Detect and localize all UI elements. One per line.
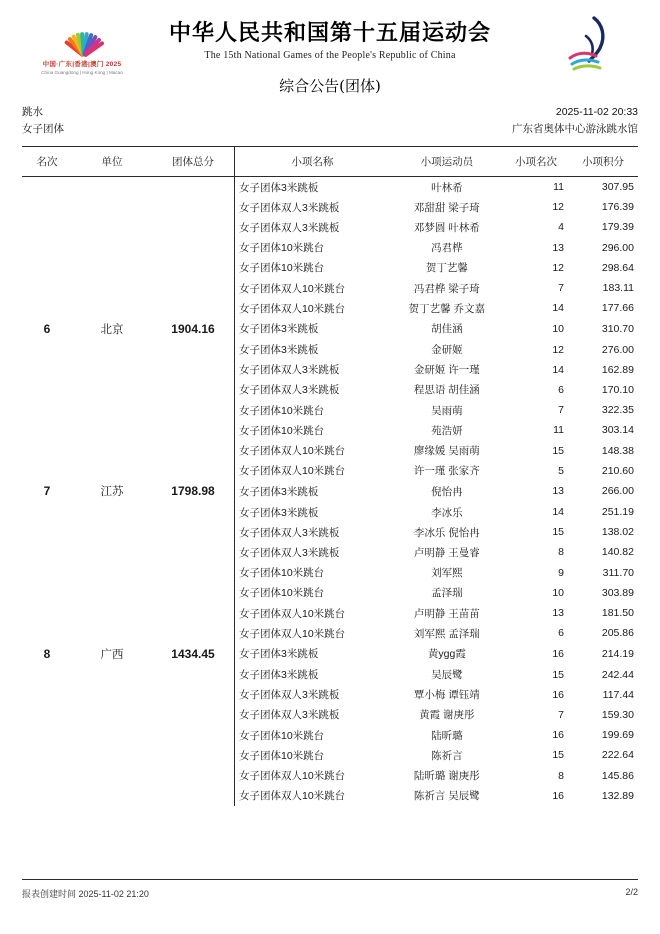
- cell-event: 女子团体10米跳台: [239, 424, 325, 437]
- cell-athletes: 胡佳涵: [431, 323, 463, 336]
- emblem-burst-icon: [43, 10, 121, 58]
- cell-points: 132.89: [601, 789, 634, 802]
- cell-rank: [22, 765, 72, 785]
- cell-points: 138.02: [601, 526, 634, 539]
- cell-place: 12: [552, 201, 564, 214]
- cell-points: 242.44: [601, 668, 634, 681]
- document-header: [22, 0, 638, 95]
- cell-place: 14: [552, 363, 564, 376]
- cell-rank: [22, 197, 72, 217]
- cell-athletes: 金研姬 许一瑾: [413, 364, 480, 377]
- table-row: [22, 725, 638, 745]
- cell-athletes: 倪怡冉: [431, 485, 463, 498]
- cell-place: 8: [558, 546, 564, 559]
- cell-place: 7: [558, 708, 564, 721]
- cell-team: [72, 340, 152, 360]
- cell-points: 214.19: [601, 647, 634, 660]
- cell-rank: [22, 278, 72, 298]
- cell-team: [72, 360, 152, 380]
- table-row: [22, 786, 638, 806]
- cell-event: 女子团体双人3米跳板: [239, 221, 340, 234]
- cell-event: 女子团体双人3米跳板: [239, 384, 340, 397]
- emblem-text-cn: 中国·广东|香港|澳门 2025: [42, 61, 122, 68]
- table-row: [22, 705, 638, 725]
- table-row: [22, 685, 638, 705]
- table-row: [22, 502, 638, 522]
- cell-points: 159.30: [601, 708, 634, 721]
- cell-rank: [22, 217, 72, 237]
- cell-athletes: 邓梦圆 叶林希: [413, 221, 480, 234]
- cell-event: 女子团体3米跳板: [239, 648, 319, 661]
- cell-rank: 8: [43, 646, 51, 661]
- cell-total: [152, 765, 235, 785]
- cell-total: [152, 705, 235, 725]
- cell-event: 女子团体双人3米跳板: [239, 546, 340, 559]
- cell-total: [152, 603, 235, 623]
- cell-team: [72, 745, 152, 765]
- cell-place: 15: [552, 668, 564, 681]
- cell-place: 15: [552, 444, 564, 457]
- cell-event: 女子团体双人10米跳台: [239, 282, 346, 295]
- cell-total: [152, 278, 235, 298]
- page-title-en: The 15th National Games of the People's Republic of China: [204, 50, 456, 61]
- cell-team: [72, 177, 152, 198]
- cell-place: 14: [552, 302, 564, 315]
- cell-athletes: 金研姬: [431, 344, 463, 357]
- cell-place: 12: [552, 261, 564, 274]
- results-table: [22, 146, 638, 806]
- cell-athletes: 苑浩妍: [431, 424, 463, 437]
- cell-place: 5: [558, 464, 564, 477]
- cell-athletes: 卢明静 王苗苗: [413, 607, 480, 620]
- cell-points: 140.82: [601, 546, 634, 559]
- cell-points: 176.39: [601, 201, 634, 214]
- cell-event: 女子团体3米跳板: [239, 344, 319, 357]
- document-meta: [22, 104, 638, 138]
- footer-page-number: 2/2: [625, 887, 638, 897]
- mascot-icon: [556, 14, 628, 72]
- table-row: [22, 278, 638, 298]
- cell-team: [72, 380, 152, 400]
- cell-rank: [22, 542, 72, 562]
- cell-points: 148.38: [601, 444, 634, 457]
- cell-place: 14: [552, 506, 564, 519]
- table-row: [22, 238, 638, 258]
- cell-points: 311.70: [602, 566, 634, 579]
- cell-total: [152, 197, 235, 217]
- table-row: [22, 665, 638, 685]
- cell-total: 1434.45: [152, 643, 235, 664]
- cell-points: 251.19: [601, 506, 634, 519]
- cell-rank: [22, 725, 72, 745]
- games-emblem-logo: [30, 10, 134, 84]
- cell-athletes: 黄ygg霞: [427, 648, 466, 661]
- col-athletes: 小项运动员: [390, 147, 504, 177]
- cell-total: 1798.98: [152, 481, 235, 502]
- games-mascot-logo: [556, 14, 628, 72]
- table-row: [22, 177, 638, 198]
- cell-place: 10: [552, 586, 564, 599]
- table-row: [22, 745, 638, 765]
- cell-event: 女子团体3米跳板: [239, 669, 319, 682]
- cell-team: 江苏: [100, 486, 124, 499]
- meta-datetime: 2025-11-02 20:33: [555, 106, 638, 118]
- cell-athletes: 陈祈言 吴辰鹭: [413, 790, 480, 803]
- cell-total: 1904.16: [152, 318, 235, 339]
- cell-total: [152, 685, 235, 705]
- cell-event: 女子团体10米跳台: [239, 729, 325, 742]
- cell-total: [152, 420, 235, 440]
- cell-points: 303.89: [601, 586, 634, 599]
- table-row: [22, 603, 638, 623]
- cell-place: 7: [558, 404, 564, 417]
- cell-total: [152, 665, 235, 685]
- cell-place: 7: [558, 282, 564, 295]
- cell-event: 女子团体10米跳台: [239, 567, 325, 580]
- cell-event: 女子团体双人10米跳台: [239, 790, 346, 803]
- cell-team: [72, 623, 152, 643]
- meta-row-event: [22, 121, 638, 138]
- cell-points: 162.89: [601, 363, 634, 376]
- cell-event: 女子团体双人3米跳板: [239, 364, 340, 377]
- cell-total: [152, 298, 235, 318]
- cell-rank: [22, 786, 72, 806]
- table-row: [22, 522, 638, 542]
- cell-place: 16: [552, 688, 564, 701]
- cell-rank: 6: [43, 321, 51, 336]
- cell-rank: [22, 400, 72, 420]
- cell-team: 北京: [100, 323, 124, 336]
- cell-team: [72, 298, 152, 318]
- table-header-row: [22, 147, 638, 177]
- cell-athletes: 许一瑾 张家齐: [413, 465, 480, 478]
- table-row: [22, 583, 638, 603]
- cell-team: [72, 603, 152, 623]
- cell-total: [152, 380, 235, 400]
- cell-rank: [22, 745, 72, 765]
- cell-event: 女子团体双人3米跳板: [239, 689, 340, 702]
- cell-athletes: 黄霞 谢庚彤: [419, 709, 475, 722]
- cell-total: [152, 502, 235, 522]
- cell-event: 女子团体3米跳板: [239, 323, 319, 336]
- cell-event: 女子团体双人10米跳台: [239, 445, 346, 458]
- table-row: [22, 542, 638, 562]
- cell-event: 女子团体10米跳台: [239, 404, 325, 417]
- cell-athletes: 陈祈言: [431, 749, 463, 762]
- cell-place: 15: [552, 749, 564, 762]
- cell-team: [72, 278, 152, 298]
- table-row: [22, 298, 638, 318]
- cell-event: 女子团体双人3米跳板: [239, 201, 340, 214]
- cell-rank: [22, 603, 72, 623]
- cell-rank: [22, 340, 72, 360]
- cell-rank: [22, 583, 72, 603]
- cell-place: 16: [552, 789, 564, 802]
- table-row: [22, 217, 638, 237]
- cell-points: 322.35: [601, 404, 634, 417]
- cell-total: [152, 725, 235, 745]
- cell-team: [72, 786, 152, 806]
- cell-event: 女子团体双人10米跳台: [239, 607, 346, 620]
- cell-athletes: 叶林希: [431, 181, 463, 194]
- cell-team: [72, 542, 152, 562]
- cell-athletes: 廖缘媛 吴雨萌: [413, 445, 480, 458]
- cell-event: 女子团体10米跳台: [239, 587, 325, 600]
- cell-event: 女子团体双人10米跳台: [239, 627, 346, 640]
- cell-points: 183.11: [602, 282, 634, 295]
- table-row: [22, 563, 638, 583]
- table-row: [22, 623, 638, 643]
- cell-team: [72, 502, 152, 522]
- cell-points: 205.86: [601, 627, 634, 640]
- cell-points: 177.66: [601, 302, 634, 315]
- cell-team: [72, 725, 152, 745]
- cell-rank: [22, 258, 72, 278]
- table-row: [22, 481, 638, 502]
- cell-rank: [22, 623, 72, 643]
- page-subtitle: 综合公告(团体): [279, 77, 381, 95]
- cell-event: 女子团体10米跳台: [239, 749, 325, 762]
- cell-total: [152, 745, 235, 765]
- table-row: [22, 258, 638, 278]
- cell-rank: 7: [43, 484, 51, 499]
- cell-team: [72, 563, 152, 583]
- col-total: 团体总分: [152, 147, 235, 177]
- cell-rank: [22, 380, 72, 400]
- cell-place: 16: [552, 729, 564, 742]
- cell-total: [152, 258, 235, 278]
- table-row: [22, 318, 638, 339]
- cell-event: 女子团体10米跳台: [239, 242, 325, 255]
- table-header: [22, 147, 638, 177]
- cell-event: 女子团体双人10米跳台: [239, 770, 346, 783]
- cell-team: [72, 685, 152, 705]
- cell-team: [72, 522, 152, 542]
- emblem-text-en: China Guangdong | Hong Kong | Macao: [41, 70, 123, 75]
- table-body: [22, 177, 638, 806]
- cell-team: [72, 440, 152, 460]
- page-title-cn: 中华人民共和国第十五届运动会: [168, 20, 491, 46]
- cell-athletes: 刘军熙: [431, 567, 463, 580]
- meta-event: 女子团体: [22, 123, 64, 135]
- document-footer: [22, 879, 638, 900]
- table-row: [22, 197, 638, 217]
- cell-athletes: 吴辰鹭: [431, 669, 463, 682]
- cell-total: [152, 177, 235, 198]
- table-row: [22, 461, 638, 481]
- table-row: [22, 440, 638, 460]
- col-rank: 名次: [22, 147, 72, 177]
- cell-athletes: 冯君桦 梁子琦: [413, 282, 480, 295]
- cell-place: 13: [552, 241, 564, 254]
- meta-sport: 跳水: [22, 106, 43, 118]
- col-place: 小项名次: [504, 147, 568, 177]
- cell-points: 199.69: [601, 729, 634, 742]
- cell-points: 145.86: [601, 769, 634, 782]
- table-row: [22, 340, 638, 360]
- cell-place: 16: [552, 647, 564, 660]
- cell-place: 9: [558, 566, 564, 579]
- cell-rank: [22, 440, 72, 460]
- cell-place: 4: [558, 221, 564, 234]
- cell-place: 15: [552, 526, 564, 539]
- cell-rank: [22, 238, 72, 258]
- cell-place: 13: [552, 485, 564, 498]
- cell-rank: [22, 461, 72, 481]
- cell-points: 310.70: [601, 322, 634, 335]
- table-row: [22, 360, 638, 380]
- cell-total: [152, 440, 235, 460]
- cell-team: [72, 665, 152, 685]
- cell-rank: [22, 298, 72, 318]
- cell-points: 276.00: [601, 343, 634, 356]
- cell-total: [152, 583, 235, 603]
- cell-points: 179.39: [601, 221, 634, 234]
- cell-athletes: 吴雨萌: [431, 404, 463, 417]
- table-row: [22, 643, 638, 664]
- cell-total: [152, 522, 235, 542]
- cell-rank: [22, 360, 72, 380]
- table-row: [22, 420, 638, 440]
- cell-rank: [22, 420, 72, 440]
- cell-points: 170.10: [601, 383, 634, 396]
- cell-rank: [22, 563, 72, 583]
- cell-place: 6: [558, 627, 564, 640]
- cell-athletes: 程思语 胡佳涵: [413, 384, 480, 397]
- cell-points: 117.44: [602, 688, 634, 701]
- table-row: [22, 400, 638, 420]
- cell-rank: [22, 177, 72, 198]
- cell-athletes: 邓甜甜 梁子琦: [413, 201, 480, 214]
- cell-points: 266.00: [601, 485, 634, 498]
- cell-event: 女子团体双人10米跳台: [239, 302, 346, 315]
- cell-points: 210.60: [601, 464, 634, 477]
- cell-team: [72, 705, 152, 725]
- cell-rank: [22, 522, 72, 542]
- cell-athletes: 陆昕璐: [431, 729, 463, 742]
- cell-total: [152, 340, 235, 360]
- cell-athletes: 陆昕璐 谢庚彤: [413, 770, 480, 783]
- cell-place: 10: [552, 322, 564, 335]
- cell-event: 女子团体双人3米跳板: [239, 526, 340, 539]
- cell-athletes: 李冰乐 倪怡冉: [413, 526, 480, 539]
- cell-team: 广西: [100, 648, 124, 661]
- cell-event: 女子团体双人10米跳台: [239, 465, 346, 478]
- cell-athletes: 刘军熙 孟泽瑞: [413, 627, 480, 640]
- cell-place: 11: [553, 424, 564, 437]
- cell-points: 296.00: [601, 241, 634, 254]
- cell-points: 181.50: [601, 607, 634, 620]
- cell-athletes: 覃小梅 谭钰靖: [413, 689, 480, 702]
- cell-total: [152, 542, 235, 562]
- col-points: 小项积分: [568, 147, 638, 177]
- cell-event: 女子团体3米跳板: [239, 506, 319, 519]
- meta-venue: 广东省奥体中心游泳跳水馆: [512, 123, 638, 135]
- cell-rank: [22, 685, 72, 705]
- meta-row-sport: [22, 104, 638, 121]
- cell-total: [152, 238, 235, 258]
- cell-event: 女子团体双人3米跳板: [239, 709, 340, 722]
- cell-rank: [22, 665, 72, 685]
- cell-place: 11: [553, 181, 564, 194]
- cell-athletes: 李冰乐: [431, 506, 463, 519]
- cell-total: [152, 563, 235, 583]
- cell-athletes: 贺丁艺馨: [425, 262, 468, 275]
- cell-place: 12: [552, 343, 564, 356]
- cell-athletes: 孟泽瑞: [431, 587, 463, 600]
- cell-event: 女子团体3米跳板: [239, 485, 319, 498]
- cell-event: 女子团体10米跳台: [239, 262, 325, 275]
- cell-place: 6: [558, 383, 564, 396]
- cell-points: 303.14: [601, 424, 634, 437]
- cell-event: 女子团体3米跳板: [239, 181, 319, 194]
- cell-team: [72, 765, 152, 785]
- cell-athletes: 冯君桦: [431, 242, 463, 255]
- table-row: [22, 380, 638, 400]
- cell-points: 222.64: [601, 749, 634, 762]
- cell-team: [72, 217, 152, 237]
- cell-points: 298.64: [601, 261, 634, 274]
- cell-total: [152, 461, 235, 481]
- cell-team: [72, 400, 152, 420]
- cell-team: [72, 238, 152, 258]
- table-row: [22, 765, 638, 785]
- cell-total: [152, 786, 235, 806]
- cell-team: [72, 420, 152, 440]
- cell-team: [72, 461, 152, 481]
- cell-rank: [22, 705, 72, 725]
- cell-athletes: 贺丁艺馨 乔文嘉: [408, 302, 486, 315]
- cell-team: [72, 197, 152, 217]
- col-event: 小项名称: [235, 147, 390, 177]
- cell-place: 13: [552, 607, 564, 620]
- cell-total: [152, 217, 235, 237]
- cell-athletes: 卢明静 王曼睿: [413, 546, 480, 559]
- cell-total: [152, 360, 235, 380]
- cell-team: [72, 258, 152, 278]
- col-team: 单位: [72, 147, 152, 177]
- cell-points: 307.95: [601, 181, 634, 194]
- footer-created-time: 报表创建时间 2025-11-02 21:20: [22, 889, 149, 899]
- cell-total: [152, 623, 235, 643]
- cell-place: 8: [558, 769, 564, 782]
- cell-total: [152, 400, 235, 420]
- cell-team: [72, 583, 152, 603]
- cell-rank: [22, 502, 72, 522]
